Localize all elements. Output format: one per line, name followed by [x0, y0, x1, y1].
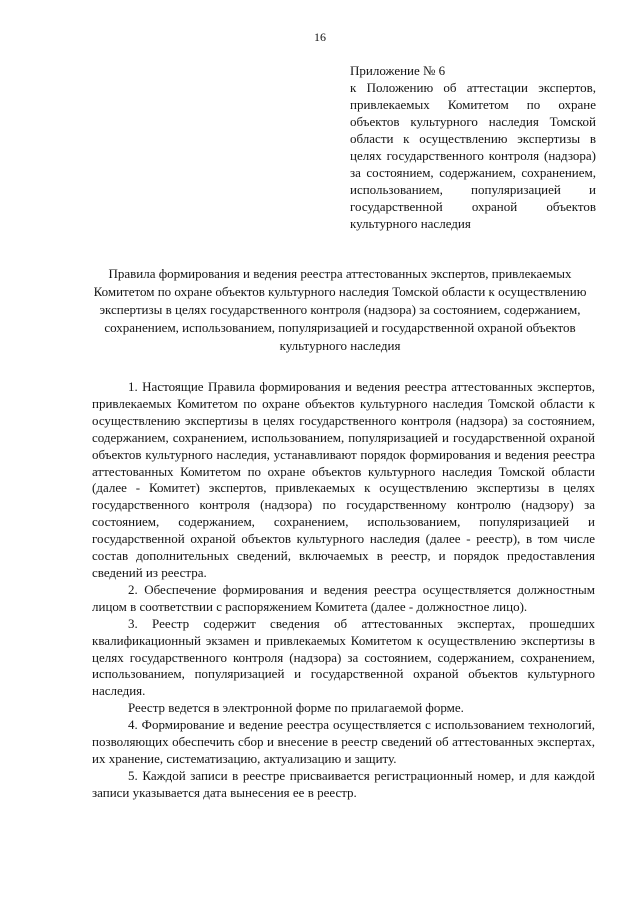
appendix-title: Приложение № 6	[350, 63, 446, 78]
paragraph-4: 4. Формирование и ведение реестра осуществляется с использованием технологий, позволяющих обеспечить сбор и внесение в реестр сведений об аттестованных экспертах, их хранение, систематизацию, актуализацию и защиту.	[92, 717, 595, 766]
paragraph-1: 1. Настоящие Правила формирования и ведения реестра аттестованных экспертов, привлекаемых Комитетом по охране объектов культурного наследия Томской области к осуществлению экспертизы в целях государственного контроля (надзора) за состоянием, содержанием, сохранением, использованием, популяризацией и государственной охраной объектов культурного наследия, устанавливают порядок формирования и ведения реестра аттестованных Комитетом по охране объектов культурного наследия Томской области (далее - Комитет) экспертов, привлекаемых к осуществлению экспертизы в целях государственного контроля (надзора) по государственному контролю (надзору) за состоянием, содержанием, сохранением, использованием, популяризацией и государственной охраной объектов культурного наследия (далее - реестр), в том числе состав дополнительных сведений, включаемых в реестр, и порядок предоставления сведений из реестра.	[92, 379, 595, 580]
paragraph-2: 2. Обеспечение формирования и ведения реестра осуществляется должностным лицом в соответствии с распоряжением Комитета (далее - должностное лицо).	[92, 581, 595, 614]
paragraph-5: 5. Каждой записи в реестре присваивается регистрационный номер, и для каждой записи указывается дата вынесения ее в реестр.	[92, 767, 595, 800]
document-body	[92, 379, 595, 802]
paragraph-3-note: Реестр ведется в электронной форме по прилагаемой форме.	[128, 700, 464, 716]
appendix-block	[350, 62, 596, 232]
appendix-body: к Положению об аттестации экспертов, привлекаемых Комитетом по охране объектов культурного наследия Томской области к осуществлению экспертизы в целях государственного контроля (надзора) за состоянием, содержанием, сохранением, использованием, популяризацией и государственной охраной объектов культурного наследия	[350, 80, 596, 231]
document-title: Правила формирования и ведения реестра аттестованных экспертов, привлекаемых Комитетом по охране объектов культурного наследия Томской области к осуществлению экспертизы в целях государственного контроля (надзора) за состоянием, содержанием, сохранением, использованием, популяризацией и государственной охраной объектов культурного наследия	[93, 266, 587, 353]
page-number: 16	[314, 30, 326, 44]
paragraph-3: 3. Реестр содержит сведения об аттестованных экспертах, прошедших квалификационный экзамен и привлекаемых Комитетом к осуществлению экспертизы в целях государственного контроля (надзора) за состоянием, содержанием, сохранением, использованием, популяризацией и государственной охраной объектов культурного наследия.	[92, 615, 595, 699]
